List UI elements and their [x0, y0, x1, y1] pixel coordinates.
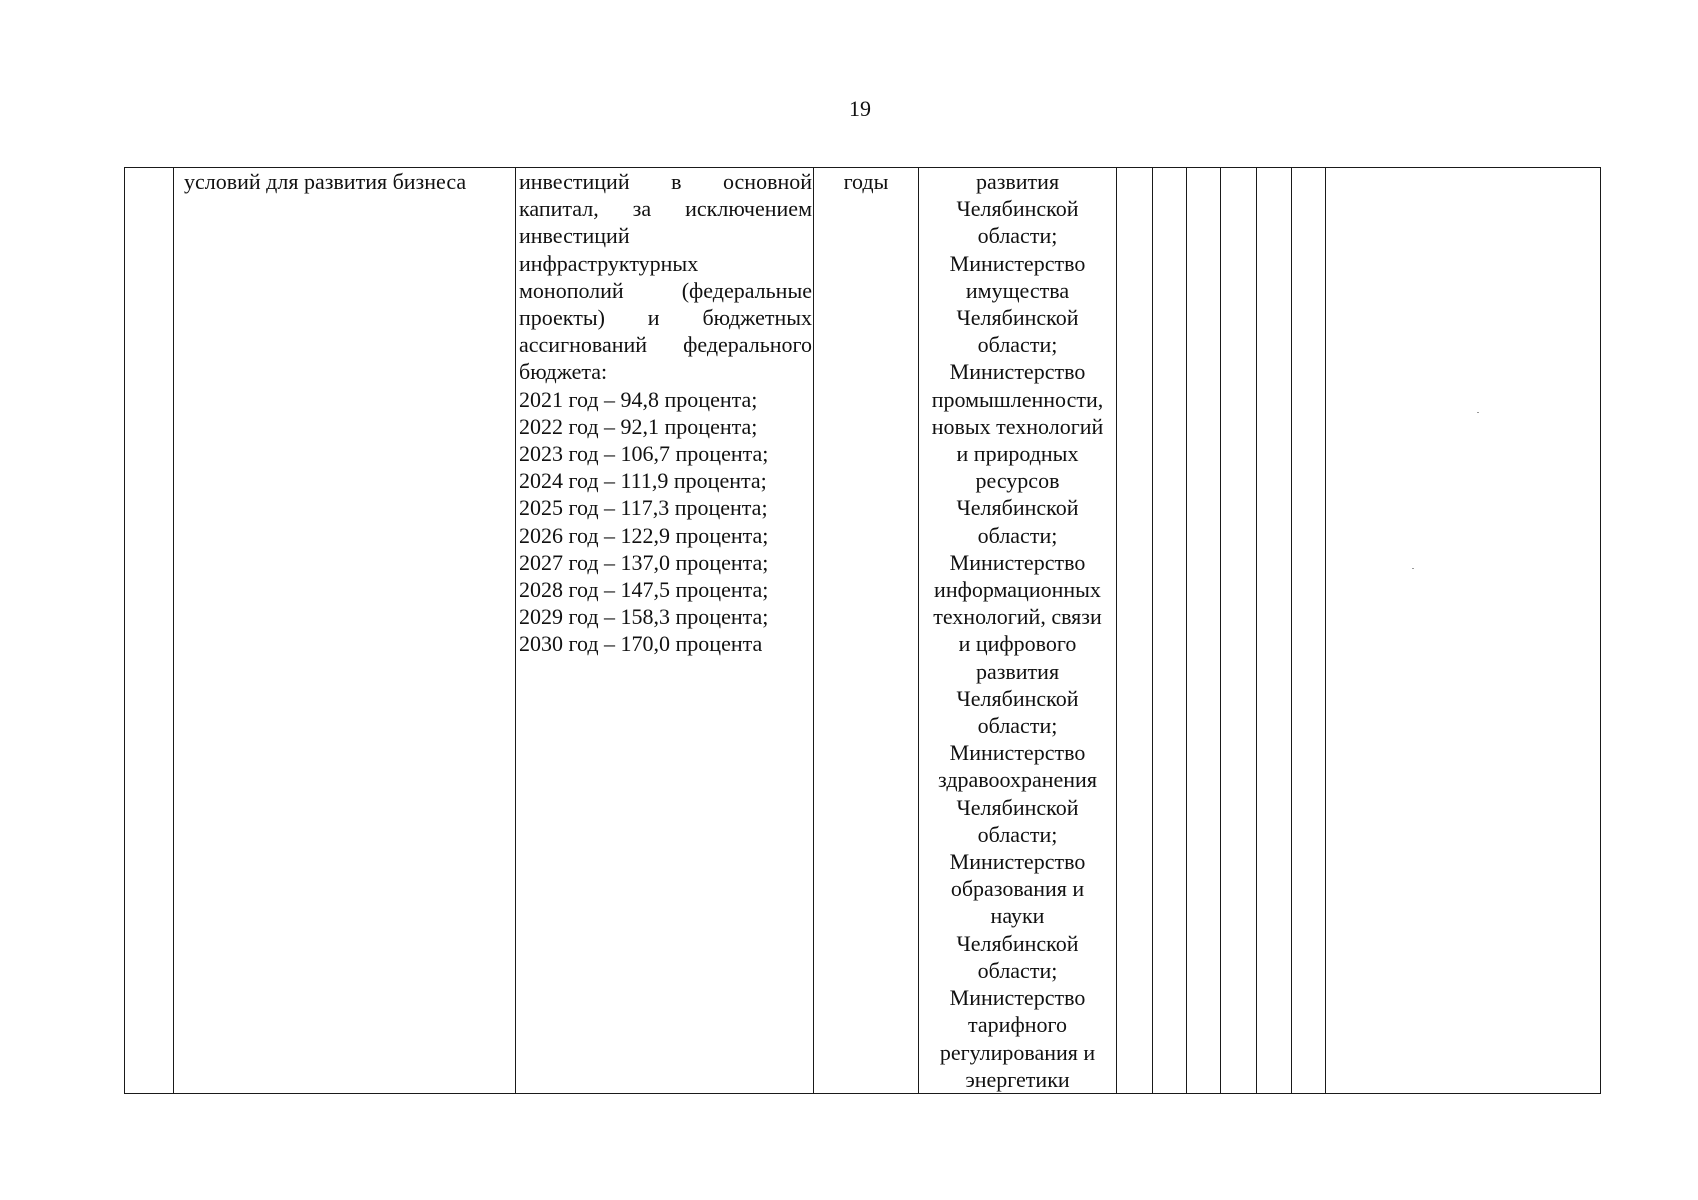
empty-cell: [1187, 168, 1221, 1094]
indicator-value: 2026 год – 122,9 процента;: [519, 522, 769, 548]
goal-text: условий для развития бизнеса: [184, 169, 467, 194]
empty-cell: [1117, 168, 1153, 1094]
indicator-values: [516, 386, 813, 658]
executor-line: Министерство: [949, 359, 1086, 385]
indicator-line: инфраструктурных: [519, 250, 699, 276]
executor-line: области;: [977, 957, 1058, 983]
executors-list: [919, 168, 1116, 1093]
executor-line: Министерство: [949, 549, 1086, 575]
executor-line: информационных: [934, 577, 1101, 603]
notes-cell: [1326, 168, 1601, 1094]
indicator-line: бюджета:: [519, 359, 608, 385]
indicator-line: монополий (федеральные: [519, 277, 812, 303]
executor-line: развития: [975, 169, 1060, 194]
scan-speck: [1477, 412, 1479, 413]
executor-line: области;: [977, 332, 1058, 358]
executor-line: технологий, связи: [933, 604, 1102, 630]
executor-line: Челябинской: [956, 685, 1079, 711]
executor-line: области;: [977, 223, 1058, 249]
executor-line: тарифного: [968, 1012, 1067, 1038]
executor-line: имущества: [965, 277, 1070, 303]
years-text: годы: [843, 169, 889, 194]
executor-line: Челябинской: [956, 930, 1079, 956]
page-number: 19: [849, 96, 871, 121]
indicator-value: 2028 год – 147,5 процента;: [519, 577, 769, 603]
executor-line: области;: [977, 821, 1058, 847]
indicator-cell: [516, 168, 814, 1094]
executor-line: науки: [990, 903, 1045, 929]
indicator-line: капитал, за исключением: [519, 196, 812, 222]
executor-line: энергетики: [965, 1066, 1070, 1092]
indicator-value: 2021 год – 94,8 процента;: [519, 386, 758, 412]
executor-line: здравоохранения: [938, 767, 1097, 793]
indicator-value: 2022 год – 92,1 процента;: [519, 413, 758, 439]
indicator-line: ассигнований федерального: [519, 332, 812, 358]
indicator-value: 2027 год – 137,0 процента;: [519, 549, 769, 575]
executor-line: образования и: [950, 876, 1085, 902]
executor-line: Министерство: [949, 740, 1086, 766]
table-row: [125, 168, 1601, 1094]
executor-line: Челябинской: [956, 196, 1079, 222]
row-number-cell: [125, 168, 174, 1094]
executor-line: Челябинской: [956, 794, 1079, 820]
indicator-value: 2025 год – 117,3 процента;: [519, 495, 768, 521]
indicator-line: проекты) и бюджетных: [519, 305, 812, 331]
executor-line: Министерство: [949, 250, 1086, 276]
indicator-line: инвестиций: [519, 223, 630, 249]
executor-line: и цифрового: [958, 631, 1077, 657]
executor-line: промышленности,: [931, 386, 1104, 412]
indicator-value: 2029 год – 158,3 процента;: [519, 604, 769, 630]
executor-line: развития: [975, 658, 1060, 684]
years-cell: [814, 168, 919, 1094]
empty-cell: [1257, 168, 1292, 1094]
goal-cell: [174, 168, 516, 1094]
indicator-line: инвестиций в основной: [519, 169, 812, 194]
empty-cell: [1292, 168, 1326, 1094]
executor-line: новых технологий: [931, 413, 1104, 439]
executor-line: Министерство: [949, 849, 1086, 875]
executor-line: Челябинской: [956, 495, 1079, 521]
executors-cell: [919, 168, 1117, 1094]
indicator-value: 2030 год – 170,0 процента: [519, 631, 763, 657]
indicator-value: 2023 год – 106,7 процента;: [519, 441, 769, 467]
executor-line: ресурсов: [975, 468, 1060, 494]
indicator-description: [516, 168, 813, 386]
scan-speck: [1412, 568, 1414, 569]
empty-cell: [1153, 168, 1187, 1094]
program-table: [124, 167, 1601, 1094]
empty-cell: [1221, 168, 1257, 1094]
executor-line: области;: [977, 713, 1058, 739]
executor-line: области;: [977, 522, 1058, 548]
indicator-value: 2024 год – 111,9 процента;: [519, 468, 767, 494]
executor-line: регулирования и: [939, 1039, 1096, 1065]
executor-line: Министерство: [949, 985, 1086, 1011]
executor-line: Челябинской: [956, 305, 1079, 331]
executor-line: и природных: [956, 441, 1079, 467]
